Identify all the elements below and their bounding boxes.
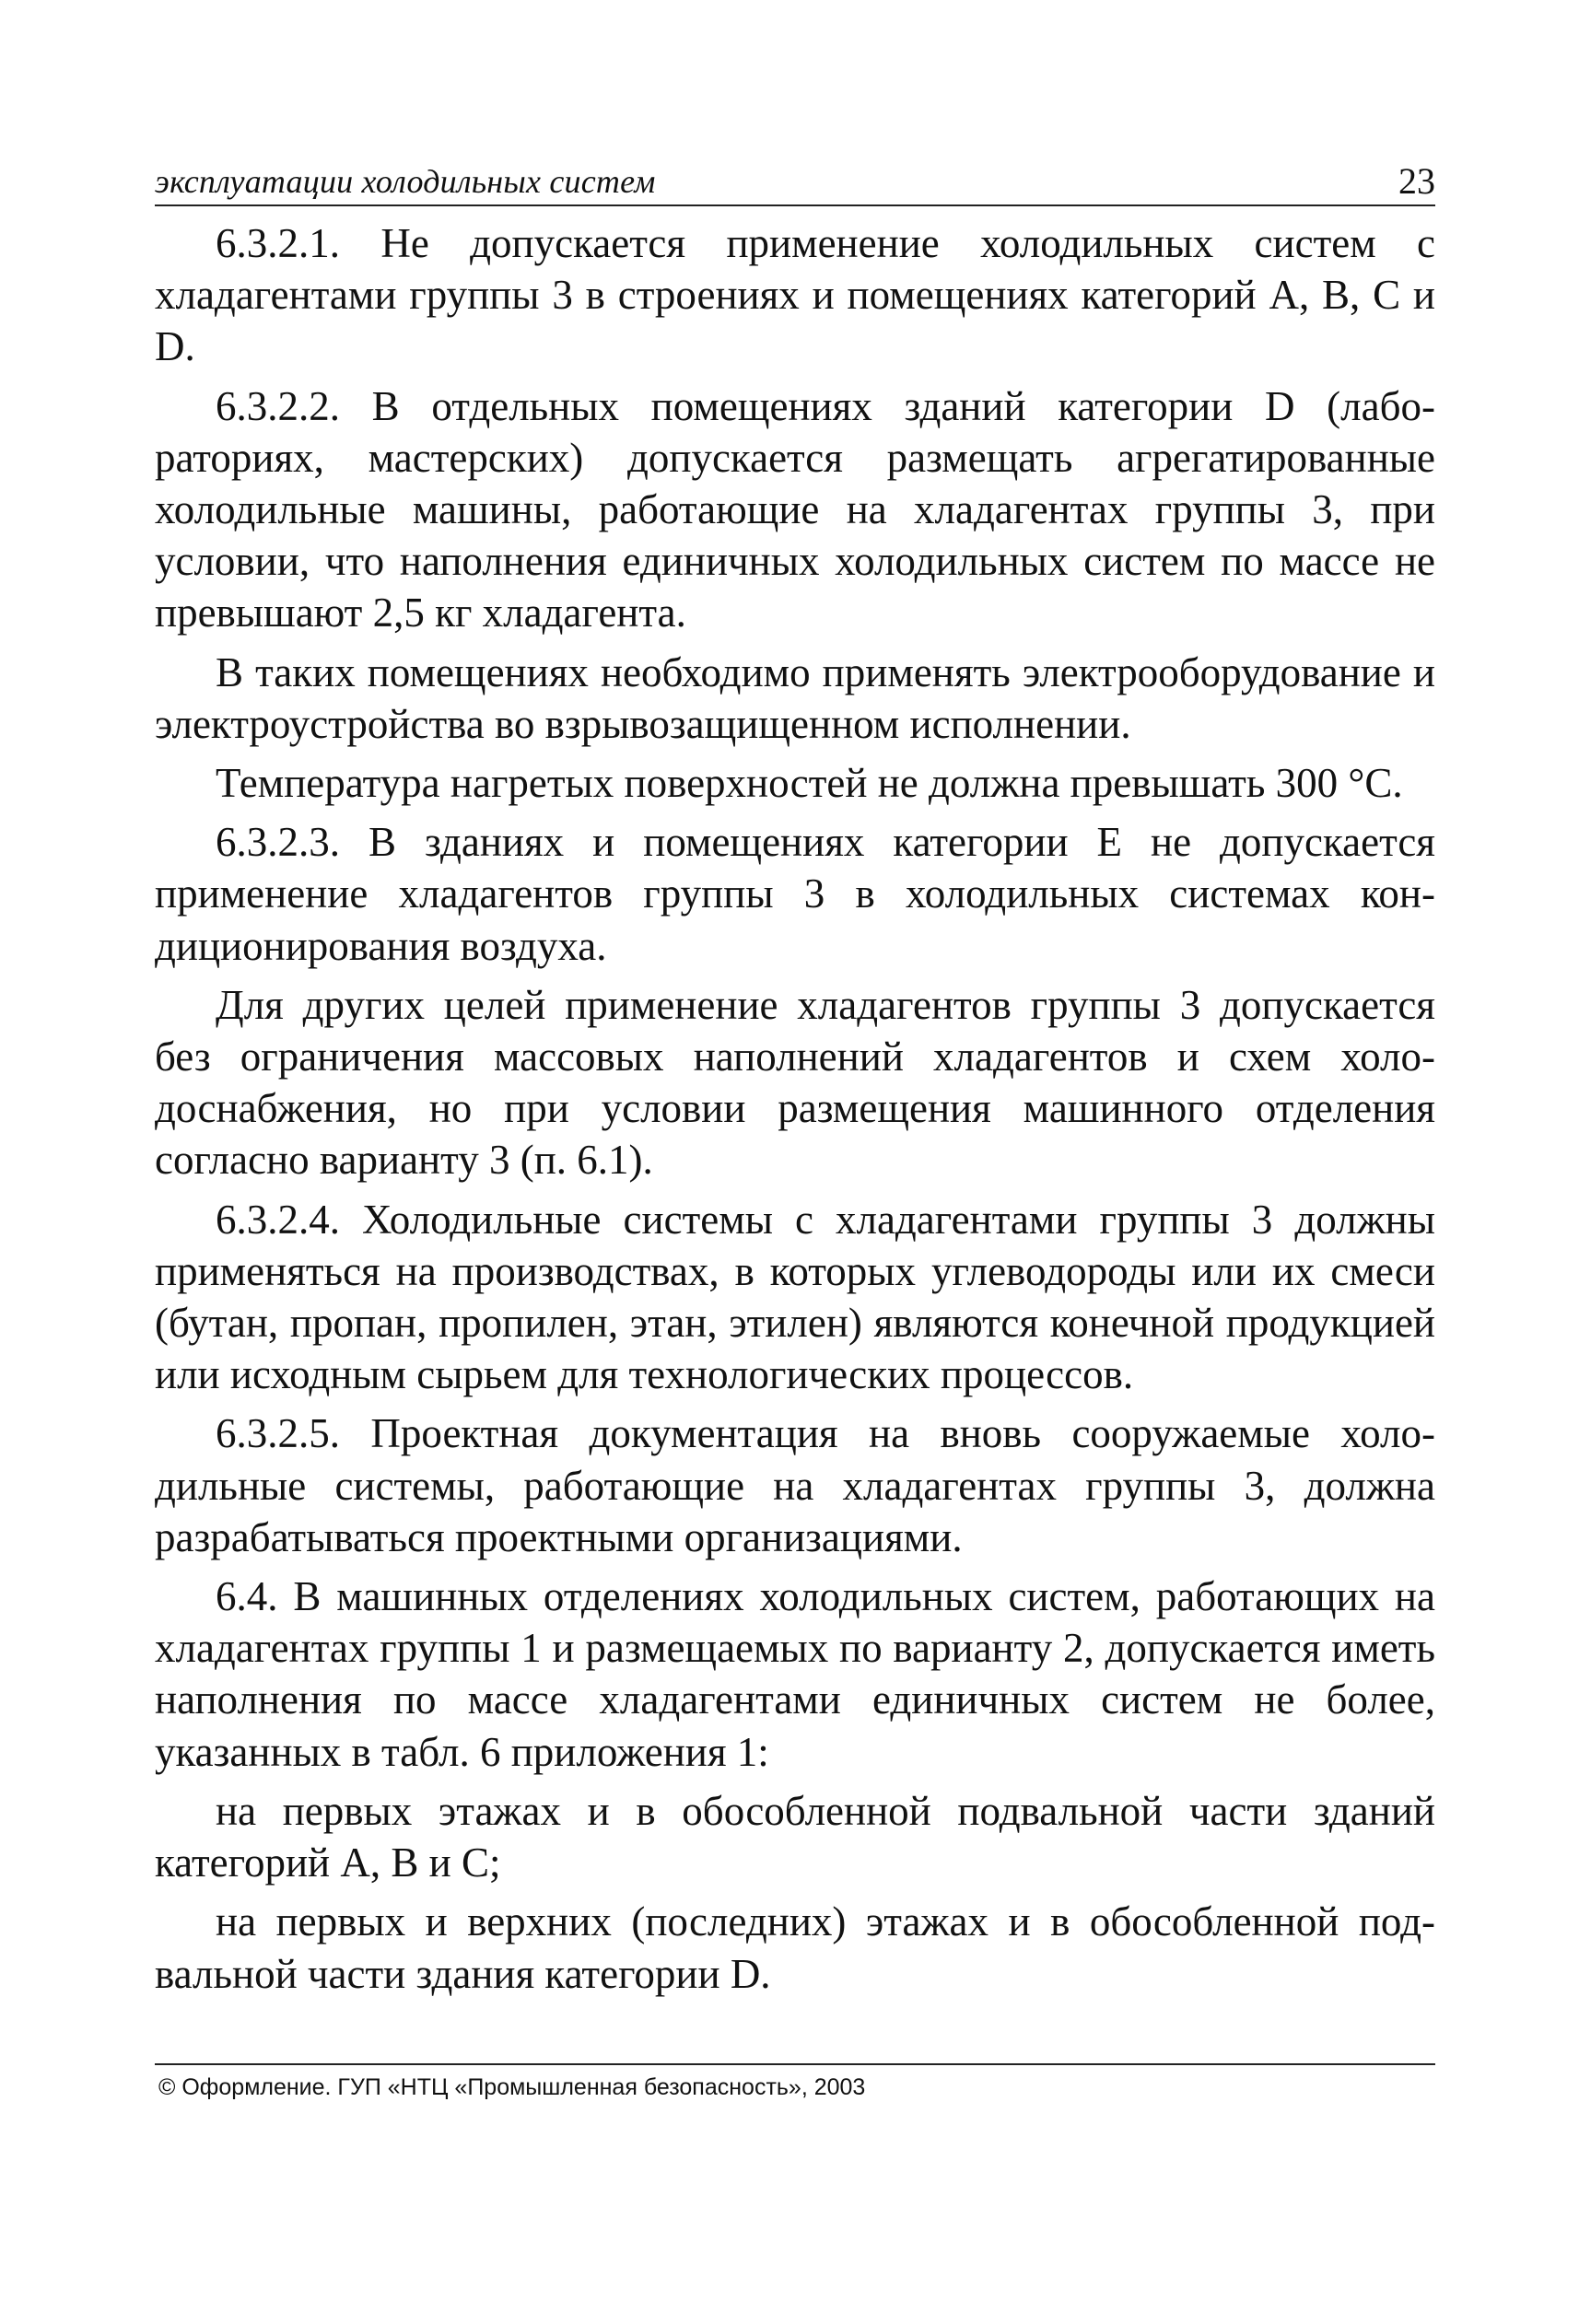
- list-item-upper-floors: на первых и верхних (последних) этажах и в обособленной подвальной части здания категории D.: [155, 1898, 1435, 1997]
- paragraph-6-3-2-1: 6.3.2.1. Не допускается применение холодильных систем с хладагентами группы 3 в строениях и помещениях категорий А, В, С и D.: [155, 220, 1435, 370]
- paragraph-surface-temperature: Температура нагретых поверхностей не должна превышать 300 °С.: [216, 760, 1403, 807]
- list-item-first-floors: на первых этажах и в обособленной подвальной части зданий категорий А, В и С;: [155, 1787, 1435, 1886]
- body-text: [155, 217, 1435, 2007]
- footer-divider: [155, 2063, 1435, 2065]
- paragraph-6-3-2-4: 6.3.2.4. Холодильные системы с хладагентами группы 3 должны применяться на производствах, в которых углеводороды или их смеси (бутан, пропан, пропилен, этан, этилен) являются конечной продукцией или исходным сырьем для технологических процессов.: [155, 1196, 1435, 1398]
- paragraph-6-3-2-3: 6.3.2.3. В зданиях и помещениях категории Е не допускается применение хладагентов группы 3 в холодильных системах кондиционирования воздуха.: [155, 819, 1435, 969]
- paragraph-6-3-2-5: 6.3.2.5. Проектная документация на вновь сооружаемые холодильные системы, работающие на хладагентах группы 3, должна разрабатываться проектными организациями.: [155, 1410, 1435, 1560]
- paragraph-other-purposes: Для других целей применение хладагентов группы 3 допускается без ограничения массовых наполнений хладагентов и схем холодоснабжения, но при условии размещения машинного отделения согласно варианту 3 (п. 6.1).: [155, 981, 1435, 1184]
- page-number: 23: [1398, 160, 1435, 202]
- paragraph-6-3-2-2: 6.3.2.2. В отдельных помещениях зданий категории D (лабораториях, мастерских) допускается размещать агрегатированные холодильные машины, работающие на хладагентах группы 3, при условии, что наполнения единичных холодильных систем по массе не превышают 2,5 кг хладагента.: [155, 382, 1435, 636]
- running-header: [155, 157, 1435, 206]
- paragraph-explosion-proof: В таких помещениях необходимо применять электрооборудование и электроустройства во взрывозащищенном исполнении.: [155, 648, 1435, 747]
- copyright-footer: © Оформление. ГУП «НТЦ «Промышленная безопасность», 2003: [158, 2074, 866, 2100]
- paragraph-6-4: 6.4. В машинных отделениях холодильных систем, работающих на хладагентах группы 1 и размещаемых по варианту 2, допускается иметь наполнения по массе хладагентами единичных систем не более, указанных в табл. 6 приложения 1:: [155, 1573, 1435, 1775]
- running-title: эксплуатации холодильных систем: [155, 163, 656, 200]
